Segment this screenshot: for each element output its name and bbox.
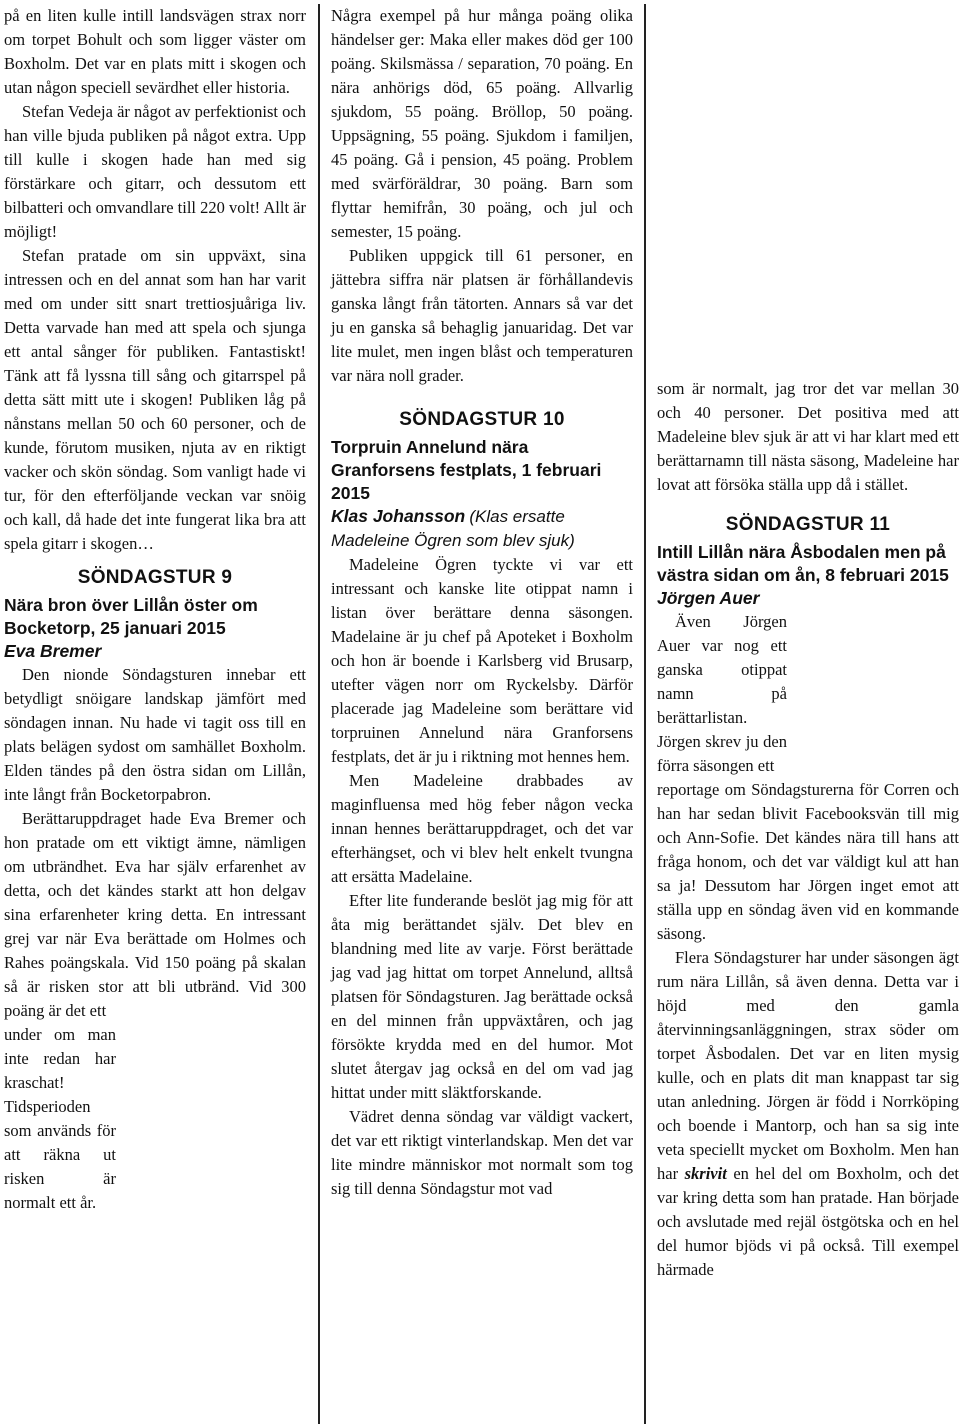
paragraph-text: Flera Söndagsturer har under säsongen ägt rum nära Lillån, så även denna. Detta var i höjd med den gamla återvinningsanläggningen, strax söder om torpet Åsbodalen. Det var en liten mysig kulle, och en plats dit man knappast tar sig utan anledning. Jörgen är född i Norrköping och boende i Mantorp, och han sa sig inte veta speciellt mycket om Boxholm. Men han har — [657, 948, 959, 1183]
paragraph: Stefan pratade om sin uppväxt, sina intressen och en del annat som han har varit med om under sitt snart trettiosjuåriga liv. Detta varvade han med att spela och sjunga ett antal sånger för publiken. Fantastiskt! Tänk att få lyssna till sång och gitarrspel på detta sätt mitt ute i skogen! Publiken låg på nånstans mellan 50 och 60 personer, och de kunde, förutom musiken, njuta av en riktigt vacker och skön söndag. Som vanligt hade vi tur, för den efterföljande veckan var snöig och kall, då hade det inte fungerat lika bra att spela gitarr i skogen… — [4, 246, 306, 553]
paragraph: Den nionde Söndagsturen innebar ett betydligt snöigare landskap jämfört med söndagen innan. Nu hade vi tagit oss till en plats belägen sydost om samhället Boxholm. Elden tändes på den östra sidan om Lillån, inte långt från Bocketorpabron. — [4, 665, 306, 804]
section-heading-tour-9: SÖNDAGSTUR 9 — [77, 567, 233, 588]
paragraph: Stefan Vedeja är något av perfektionist och han ville bjuda publiken på något extra. Upp till kulle i skogen hade han med sig förstärkare och gitarr, och dessutom ett bilbatteri och omvandlare till 220 volt! Allt är möjligt! — [4, 102, 306, 241]
tour-10-title: Torpruin Annelund nära Granforsens festplats, 1 februari 2015 — [331, 437, 602, 503]
tour-10-author: Klas Johansson — [331, 506, 466, 526]
paragraph: Efter lite funderande beslöt jag mig för att åta mig berättandet själv. Det blev en blandning med lite av varje. Först berättade jag vad jag hittat om torpet Annelund, alltså platsen för Söndagsturen. Jag berättade också en del minnen från uppväxtåren, och jag försökte krydda med en del humor. Mot slutet återgav jag också en del om vad jag hittat under mitt släktforskande. — [331, 891, 633, 1102]
paragraph: på en liten kulle intill landsvägen strax norr om torpet Bohult och som ligger väster om Boxholm. Det var en plats mitt i skogen och utan någon speciell sevärdhet eller historia. — [4, 6, 306, 97]
paragraph-text: en hel del om Boxholm, och det var kring detta som han pratade. Han började och avslutade med rejäl östgötska och en hel del humor bjöds vi på också. Till exempel härmade — [657, 1164, 959, 1279]
tour-11-author: Jörgen Auer — [657, 588, 760, 608]
tour-11-title: Intill Lillån nära Åsbodalen men på västra sidan om ån, 8 februari 2015 — [657, 542, 949, 585]
paragraph: Vädret denna söndag var väldigt vackert, det var ett riktigt vinterlandskap. Men det var lite mindre människor mot normalt som tog sig till denna Söndagstur mot vad — [331, 1107, 633, 1198]
paragraph-continuation: reportage om Söndagsturerna för Corren och han har sedan blivit Facebooksvän till mig och Ann-Sofie. Det kändes nära till hans att fråga honom, och det var väldigt kul att han sa ja! Dessutom har Jörgen inget emot att ställa upp en söndag även vid en kommande säsong. — [657, 780, 959, 943]
section-heading-tour-11: SÖNDAGSTUR 11 — [725, 514, 891, 535]
emphasis: skrivit — [684, 1164, 727, 1183]
paragraph-continuation: under om man inte redan har kraschat! Tidsperioden som används för att räkna ut risken är normalt ett år. — [4, 1025, 116, 1212]
column-divider — [318, 4, 320, 1424]
tour-9-title: Nära bron över Lillån öster om Bocketorp, 25 januari 2015 — [4, 595, 258, 638]
section-heading-tour-10: SÖNDAGSTUR 10 — [399, 409, 565, 430]
column-2 — [331, 4, 633, 1201]
paragraph — [657, 946, 959, 1282]
paragraph: Madeleine Ögren tyckte vi var ett intressant och kanske lite otippat namn i listan över berättare denna säsongen. Madelaine är ju chef på Apoteket i Boxholm och hon är boende i Karlsberg vid Brusarp, utefter vägen norr om Ryckelsby. Därför placerade jag Madeleine som berättare vid torpruinen Annelund nära Granforsens festplats, det är ju i riktning mot hennes hem. — [331, 555, 633, 766]
column-1 — [4, 4, 306, 1215]
tour-9-author: Eva Bremer — [4, 641, 102, 661]
tour-10-note: (Klas ersatte Madeleine Ögren som blev sjuk) — [331, 507, 575, 550]
paragraph: Men Madeleine drabbades av maginfluensa med hög feber någon vecka innan hennes berättaruppdraget, och det var efterhängset, och vi blev helt enkelt tvungna att ersätta Madelaine. — [331, 771, 633, 886]
paragraph: Berättaruppdraget hade Eva Bremer och hon pratade om ett viktigt ämne, nämligen om utbrändhet. Eva har själv erfarenhet av detta, och det kändes starkt att hon delgav sina erfarenheter kring detta. En intressant grej var när Eva berättade om Holmes och Rahes poängskala. Vid 150 poäng på skalan så är risken stor att bli utbränd. Vid 300 poäng är det ett — [4, 809, 306, 1020]
paragraph: Några exempel på hur många poäng olika händelser ger: Maka eller makes död ger 100 poäng. Skilsmässa / separation, 70 poäng. En nära anhörigs död, 65 poäng. Allvarlig sjukdom, 55 poäng. Bröllop, 50 poäng. Uppsägning, 55 poäng. Sjukdom i familjen, 45 poäng. Gå i pension, 45 poäng. Problem med svärföräldrar, 30 poäng. Barn som flyttar hemifrån, 30 poäng, och jul och semester, 15 poäng. — [331, 6, 633, 241]
column-3 — [657, 377, 959, 1282]
paragraph: Publiken uppgick till 61 personer, en jättebra siffra när platsen är förhållandevis ganska långt från tätorten. Annars så var det ju en ganska så behaglig januaridag. Det var lite mulet, men ingen blåst och temperaturen var nära noll grader. — [331, 246, 633, 385]
paragraph: Även Jörgen Auer var nog ett ganska otippat namn på berättarlistan. Jörgen skrev ju den förra säsongen ett — [657, 612, 787, 775]
paragraph: som är normalt, jag tror det var mellan 30 och 40 personer. Det positiva med att Madeleine blev sjuk är att vi har klart med ett berättarnamn till nästa säsong, Madeleine har lovat att försöka ställa upp då i stället. — [657, 379, 959, 494]
column-divider — [644, 4, 646, 1424]
